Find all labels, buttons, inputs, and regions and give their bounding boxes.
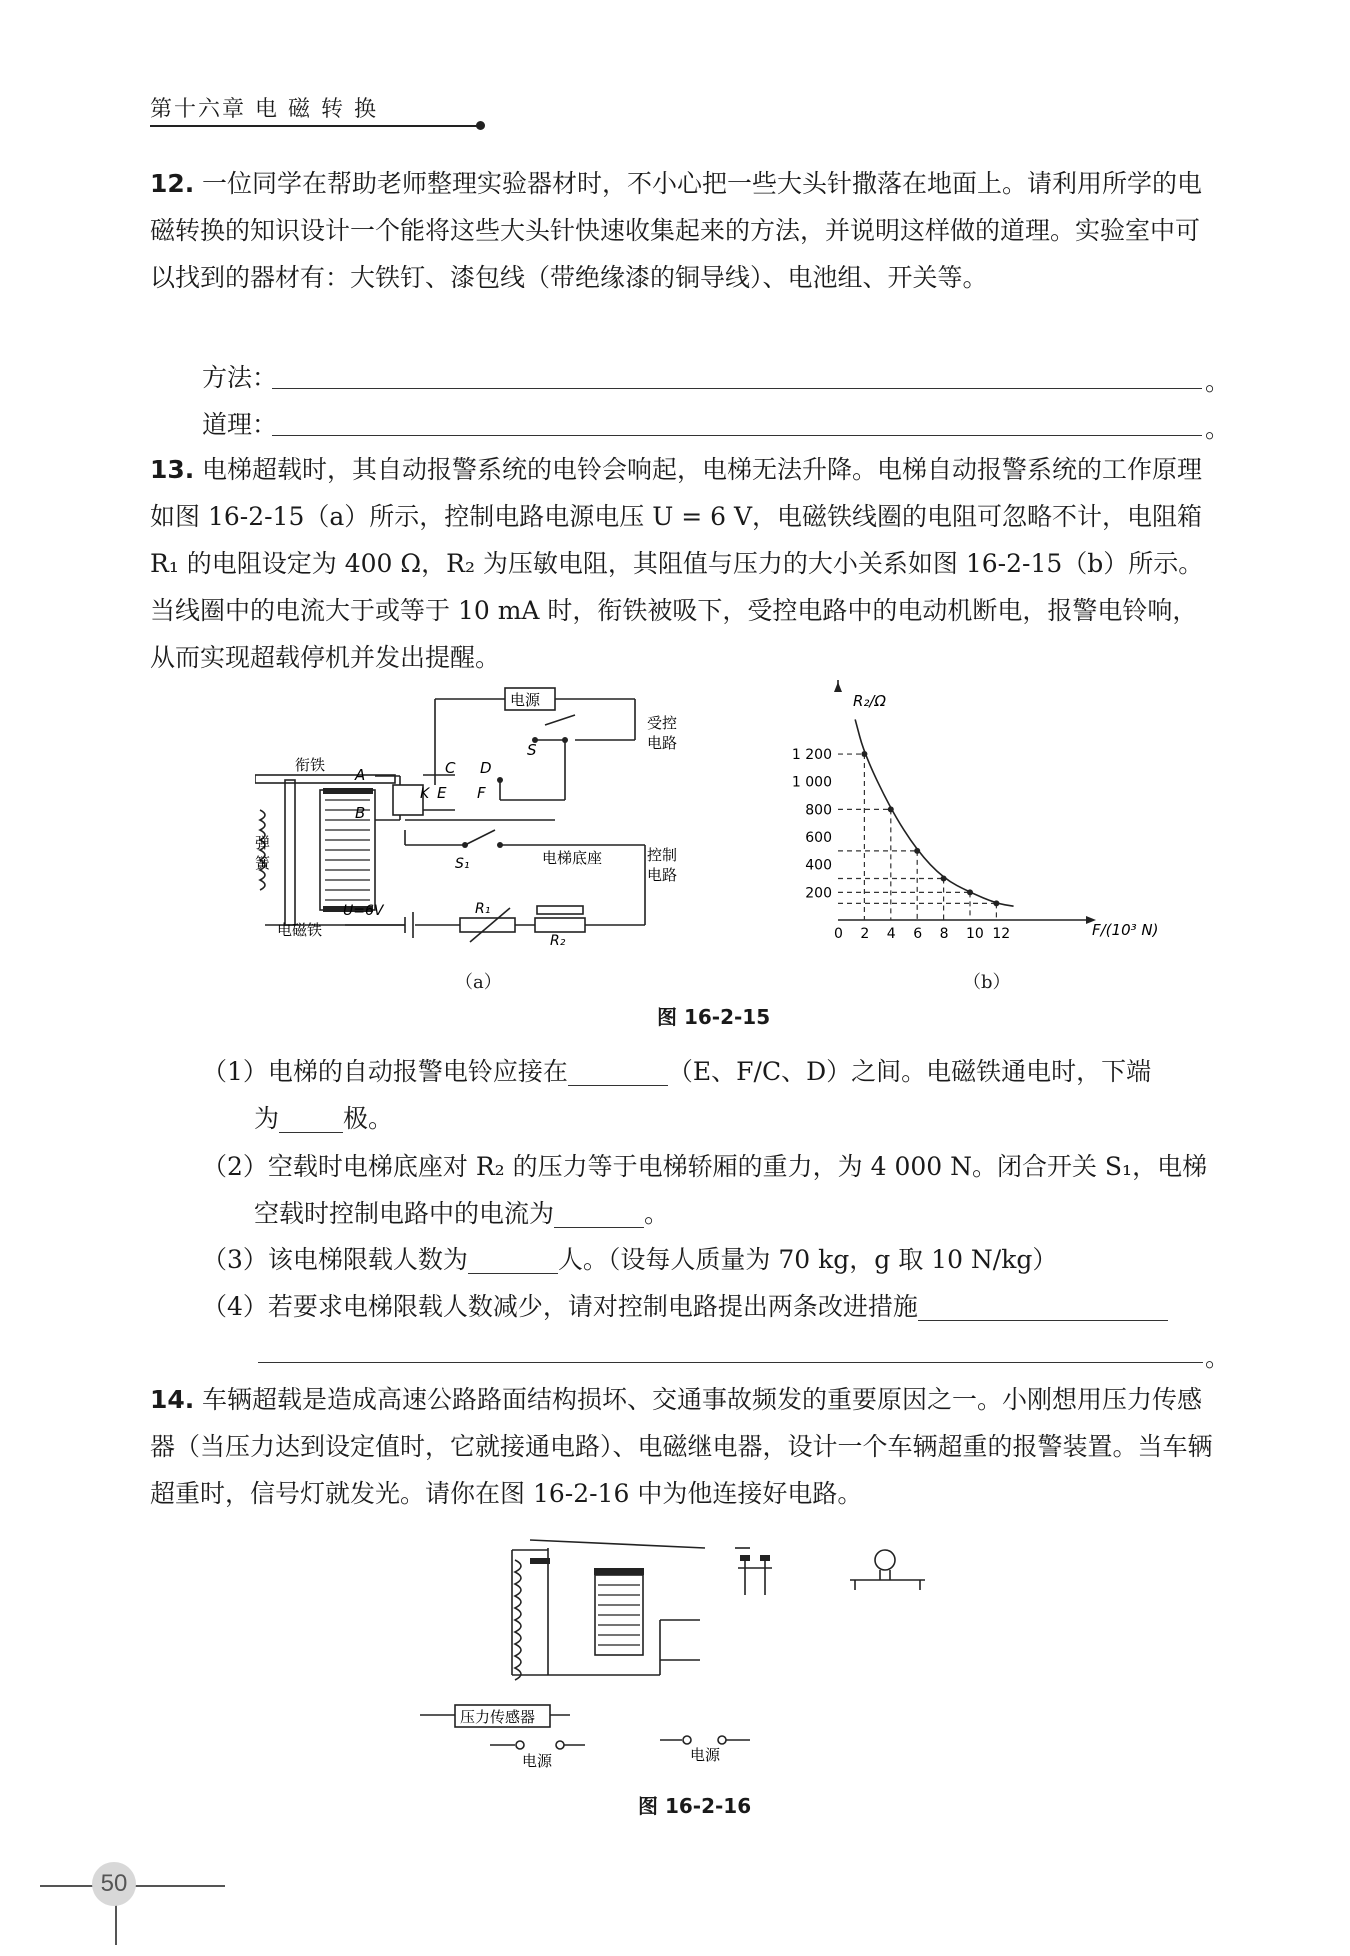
question-13	[150, 446, 1220, 681]
chart-x-tick-0: 0	[834, 926, 843, 942]
chart-x-tick-3: 6	[913, 926, 923, 942]
q13-part-1-blank-a[interactable]	[568, 1055, 668, 1086]
chart-x-axis-label: F/(10³ N)	[1092, 921, 1159, 939]
question-12-text: 一位同学在帮助老师整理实验器材时，不小心把一些大头针撒落在地面上。请利用所学的电磁转换的知识设计一个能将这些大头针快速收集起来的方法，并说明这样做的道理。实验室中可以找到的器材有：大铁钉、漆包线（带绝缘漆的铜导线）、电池组、开关等。	[150, 169, 1203, 292]
label-k: K	[420, 786, 430, 802]
q13-part-4-blank-a[interactable]	[918, 1290, 1168, 1321]
question-12	[150, 160, 1220, 301]
chart-y-tick-1: 400	[805, 857, 832, 874]
figure-a-label: （a）	[455, 972, 502, 993]
chart-x-tick-4: 8	[939, 926, 949, 942]
q13-part-2-text-b: 空载时控制电路中的电流为	[254, 1199, 555, 1228]
q13-part-1-text-c: 为	[254, 1104, 280, 1133]
page-number: 50	[100, 1870, 128, 1897]
relay-diagram	[420, 1530, 960, 1780]
label-controlled-circuit: 电路	[647, 734, 678, 752]
label-b: B	[355, 804, 366, 822]
q12-reason-answer-line[interactable]	[272, 435, 1202, 436]
header-dot	[476, 121, 485, 130]
label-controlled: 受控	[647, 714, 678, 732]
chart-y-tick-2: 600	[805, 830, 832, 847]
chart-y-tick-5: 1 200	[791, 747, 832, 764]
chapter-header: 第十六章 电 磁 转 换	[150, 97, 378, 122]
header-rule	[150, 125, 480, 127]
chart-x-tick-5: 10	[966, 926, 984, 942]
label-s: S	[527, 741, 537, 759]
chart-point-3	[941, 876, 947, 882]
q13-part-3	[202, 1236, 1222, 1283]
q12-reason-end: 。	[1205, 414, 1231, 443]
q12-reason-label: 道理：	[202, 410, 278, 439]
q13-part-4-end: 。	[1205, 1343, 1231, 1372]
label-control-circuit: 电路	[647, 866, 678, 884]
q13-part-3-text-b: 人。（设每人质量为 70 kg，g 取 10 N/kg）	[557, 1245, 1058, 1274]
q13-part-3-text-a: （3）该电梯限载人数为	[202, 1245, 468, 1274]
label-s1: S₁	[455, 856, 470, 872]
figure-b-label: （b）	[963, 972, 1011, 993]
chart-x-tick-2: 4	[886, 926, 896, 942]
question-13-number: 13.	[150, 455, 195, 484]
q13-part-1	[202, 1048, 1222, 1142]
power-source-2-label: 电源	[690, 1746, 721, 1764]
power-source-1-label: 电源	[522, 1752, 553, 1770]
q12-method-label: 方法：	[202, 363, 278, 392]
q13-part-4-blank-b[interactable]	[258, 1362, 1203, 1363]
figure-16-2-16-caption: 图 16-2-16	[638, 1794, 752, 1818]
chart-x-tick-1: 2	[860, 926, 870, 942]
q13-part-4	[202, 1283, 1222, 1330]
q13-part-1-text-a: （1）电梯的自动报警电铃应接在	[202, 1057, 568, 1086]
question-14-number: 14.	[150, 1385, 195, 1414]
question-13-text: 电梯超载时，其自动报警系统的电铃会响起，电梯无法升降。电梯自动报警系统的工作原理如图 16-2-15（a）所示，控制电路电源电压 U = 6 V，电磁铁线圈的电阻可忽略不计，电阻箱 R₁ 的电阻设定为 400 Ω，R₂ 为压敏电阻，其阻值与压力的大小关系如图 16-2-15（b）所示。当线圈中的电流大于或等于 10 mA 时，衔铁被吸下，受控电路中的电动机断电，报警电铃响，从而实现超载停机并发出提醒。	[150, 455, 1204, 672]
label-f: F	[477, 784, 486, 802]
q13-part-4-text: （4）若要求电梯限载人数减少，请对控制电路提出两条改进措施	[202, 1292, 918, 1321]
label-spring-1: 弹	[255, 834, 271, 852]
figure-16-2-15-caption: 图 16-2-15	[657, 1005, 771, 1029]
label-a: A	[355, 766, 366, 784]
chart-r2-vs-force	[790, 680, 1190, 950]
label-electromagnet: 电磁铁	[277, 921, 323, 939]
label-voltage: U=6V	[343, 903, 384, 919]
chart-point-5	[993, 900, 999, 906]
q13-part-2	[202, 1143, 1222, 1237]
label-e: E	[437, 784, 447, 802]
q13-part-2-text-c: 。	[644, 1199, 670, 1228]
q12-method-row	[202, 358, 277, 398]
q13-part-2-text-a: （2）空载时电梯底座对 R₂ 的压力等于电梯轿厢的重力，为 4 000 N。闭合开关 S₁，电梯	[202, 1152, 1208, 1181]
chart-point-4	[967, 889, 973, 895]
chart-point-0	[861, 751, 867, 757]
chart-y-tick-4: 1 000	[791, 774, 832, 791]
question-14	[150, 1376, 1220, 1517]
q12-method-answer-line[interactable]	[272, 388, 1202, 389]
label-r2: R₂	[550, 933, 566, 949]
chart-y-tick-3: 800	[805, 802, 832, 819]
circuit-diagram-a	[255, 680, 705, 950]
label-control: 控制	[647, 846, 678, 864]
chart-y-axis-label: R₂/Ω	[853, 692, 886, 710]
label-d: D	[480, 759, 492, 777]
q12-reason-row	[202, 405, 277, 445]
question-14-text: 车辆超载是造成高速公路路面结构损坏、交通事故频发的重要原因之一。小刚想用压力传感器（当压力达到设定值时，它就接通电路）、电磁继电器，设计一个车辆超重的报警装置。当车辆超重时，信号灯就发光。请你在图 16-2-16 中为他连接好电路。	[150, 1385, 1213, 1508]
label-r1: R₁	[475, 901, 491, 917]
label-c: C	[445, 759, 456, 777]
q13-part-1-text-b: （E、F/C、D）之间。电磁铁通电时，下端	[667, 1057, 1152, 1086]
chart-point-2	[914, 848, 920, 854]
label-power: 电源	[510, 691, 541, 709]
label-elevator-base: 电梯底座	[542, 849, 603, 867]
pressure-sensor-label: 压力传感器	[460, 1708, 536, 1726]
label-spring-2: 簧	[255, 854, 271, 872]
q12-method-end: 。	[1205, 367, 1231, 396]
q13-part-1-text-d: 极。	[343, 1104, 394, 1133]
label-armature: 衔铁	[295, 756, 326, 774]
q13-part-1-blank-b[interactable]	[279, 1102, 343, 1133]
q13-part-2-blank[interactable]	[554, 1197, 644, 1228]
q13-part-3-blank[interactable]	[468, 1243, 558, 1274]
chart-x-tick-6: 12	[992, 926, 1011, 942]
chart-point-1	[888, 806, 894, 812]
chart-y-tick-0: 200	[805, 885, 832, 902]
question-12-number: 12.	[150, 169, 195, 198]
